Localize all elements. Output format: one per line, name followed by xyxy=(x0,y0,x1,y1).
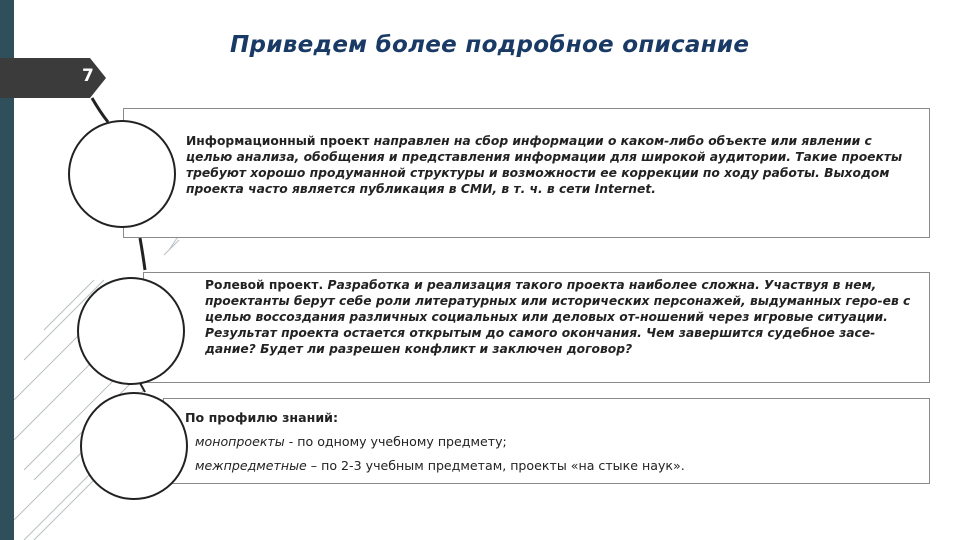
role-project-body: Разработка и реализация такого проекта наиболее сложна. Участвуя в нем, проектанты берут себе роли литературных или исторических персонажей, выдуманных геро-ев с целью воссоздания различных социальных или деловых от-ношений через игровые ситуации. Результат проекта остается открытым до самого окончания. Чем завершится судебное засе-дание? Будет ли разрешен конфликт и заключен договор? xyxy=(205,278,911,356)
role-project-lead: Ролевой проект. xyxy=(205,278,324,292)
info-project-text xyxy=(186,133,906,197)
slide-title: Приведем более подробное описание xyxy=(230,32,750,58)
inter-desc: – по 2-3 учебным предметам, проекты «на стыке наук». xyxy=(306,458,685,473)
mono-desc: - по одному учебному предмету; xyxy=(284,434,507,449)
circle-marker-3 xyxy=(80,392,188,500)
mono-term: монопроекты xyxy=(195,434,285,449)
circle-marker-1 xyxy=(68,120,176,228)
inter-term: межпредметные xyxy=(195,458,307,473)
info-project-body: направлен на сбор информации о каком-либо объекте или явлении с целью анализа, обобщения и представления информации для широкой аудитории. Такие проекты требуют хорошо продуманной структуры и возможности ее коррекции по ходу работы. Выходом проекта часто является публикация в СМИ, в т. ч. в сети Internet. xyxy=(186,134,903,196)
circle-marker-2 xyxy=(77,277,185,385)
knowledge-profile-line-1 xyxy=(185,430,905,454)
knowledge-profile-line-2 xyxy=(185,454,905,478)
role-project-text xyxy=(205,277,920,357)
knowledge-profile-heading: По профилю знаний: xyxy=(185,410,339,425)
info-project-lead: Информационный проект xyxy=(186,134,370,148)
knowledge-profile-text xyxy=(185,406,905,478)
slide-number: 7 xyxy=(82,66,94,86)
